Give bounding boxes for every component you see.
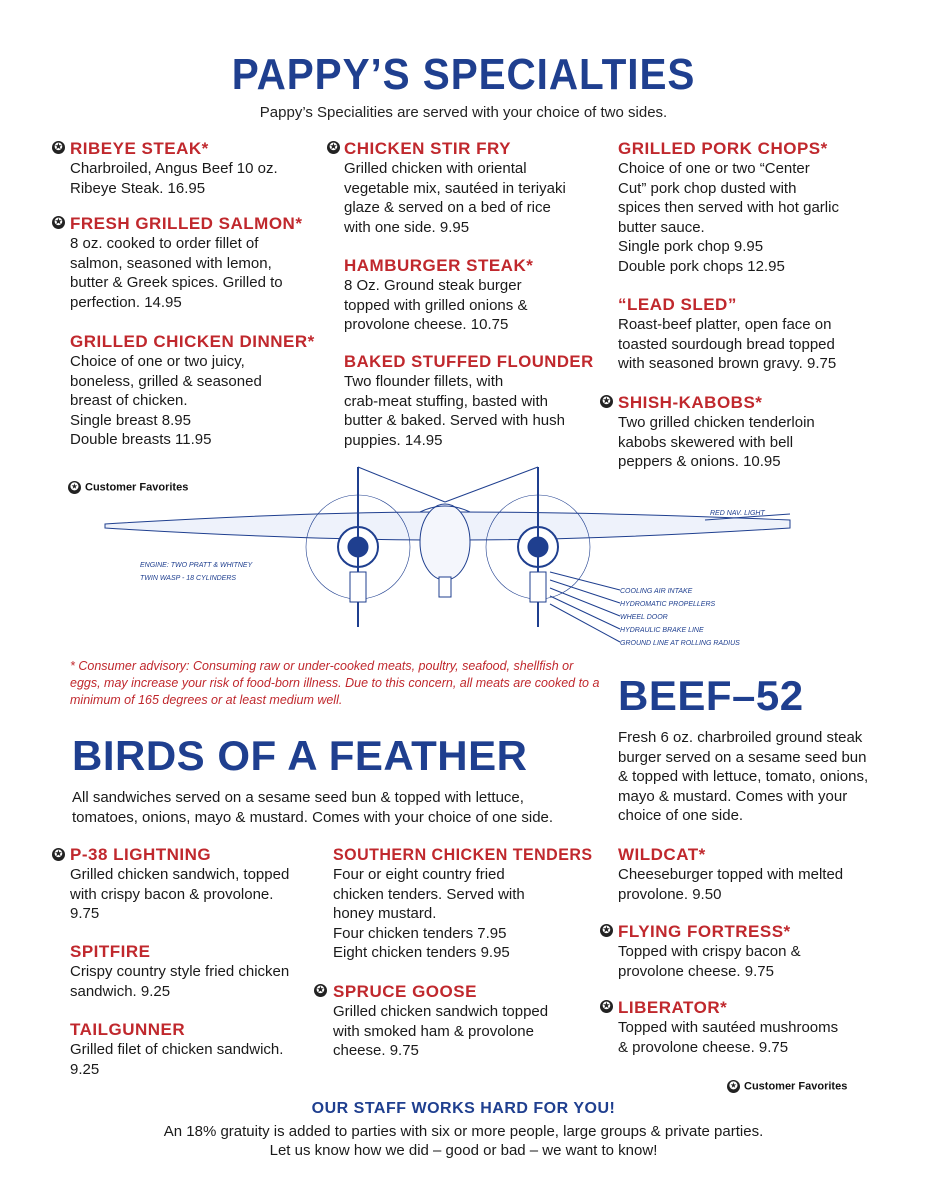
item-name: GRILLED CHICKEN DINNER* <box>70 332 315 351</box>
item-name: GRILLED PORK CHOPS* <box>618 139 828 158</box>
consumer-advisory: * Consumer advisory: Consuming raw or under-cooked meats, poultry, seafood, shellfish or eggs, may increase your risk of food-born illness. Due to this concern, all meats are cooked to a minimum of 165 degrees or at least medium well. <box>70 659 600 707</box>
beef52-desc: Fresh 6 oz. charbroiled ground steak burger served on a sesame seed bun & topped with lettuce, tomato, onions, mayo & mustard. Comes with your choice of one side. <box>618 729 869 824</box>
page-subtitle: Pappy’s Specialities are served with your choice of two sides. <box>259 104 668 121</box>
item-desc: Roast-beef platter, open face on toasted sourdough bread topped with seasoned brown gravy. 9.75 <box>618 316 837 372</box>
blueprint-label-intake: COOLING AIR INTAKE <box>620 588 693 595</box>
blueprint-label-brake-line: HYDRAULIC BRAKE LINE <box>620 627 704 634</box>
menu-item-spruce-goose <box>333 982 583 1061</box>
menu-item-salmon <box>70 214 320 312</box>
item-desc: Grilled filet of chicken sandwich. 9.25 <box>70 1041 284 1078</box>
menu-item-chicken-dinner <box>70 332 320 450</box>
item-desc: Grilled chicken with oriental vegetable mix, sautéed in teriyaki glaze & served on a bed of rice with one side. 9.95 <box>344 160 566 236</box>
item-desc: 8 oz. cooked to order fillet of salmon, seasoned with lemon, butter & Greek spices. Grilled to perfection. 14.95 <box>70 235 283 311</box>
item-desc: Four or eight country fried chicken tenders. Served with honey mustard. Four chicken tenders 7.95 Eight chicken tenders 9.95 <box>333 866 525 961</box>
menu-item-p38 <box>70 845 320 924</box>
legend-label: Customer Favorites <box>744 1080 848 1093</box>
star-icon: ✪ <box>600 924 613 937</box>
item-desc: Choice of one or two “Center Cut” pork chop dusted with spices then served with hot garlic butter sauce. Single pork chop 9.95 Double pork chops 12.95 <box>618 160 839 275</box>
airplane-blueprint-illustration <box>100 462 800 652</box>
item-name: FRESH GRILLED SALMON* <box>70 214 303 233</box>
item-name: LIBERATOR* <box>618 998 728 1017</box>
star-icon: ✪ <box>327 141 340 154</box>
footer-title: OUR STAFF WORKS HARD FOR YOU! <box>311 1100 616 1117</box>
blueprint-engine-label-1: ENGINE: TWO PRATT & WHITNEY <box>140 562 253 569</box>
star-icon: ✪ <box>314 984 327 997</box>
item-name: HAMBURGER STEAK* <box>344 256 534 275</box>
item-name: CHICKEN STIR FRY <box>344 139 511 158</box>
footer-text: An 18% gratuity is added to parties with six or more people, large groups & private parties. Let us know how we did – good or bad – we want to know! <box>163 1123 764 1159</box>
blueprint-label-wheel-door: WHEEL DOOR <box>620 614 668 621</box>
menu-item-pork-chops <box>618 139 868 276</box>
item-desc: Topped with crispy bacon & provolone cheese. 9.75 <box>618 943 801 980</box>
item-desc: Cheeseburger topped with melted provolone. 9.50 <box>618 866 844 903</box>
menu-item-kabobs <box>618 393 868 472</box>
item-desc: Choice of one or two juicy, boneless, grilled & seasoned breast of chicken. Single breast 8.95 Double breasts 11.95 <box>70 353 262 448</box>
blueprint-engine-label-2: TWIN WASP - 18 CYLINDERS <box>140 575 237 582</box>
item-name: RIBEYE STEAK* <box>70 139 209 158</box>
item-desc: 8 Oz. Ground steak burger topped with grilled onions & provolone cheese. 10.75 <box>344 277 528 333</box>
birds-desc: All sandwiches served on a sesame seed bun & topped with lettuce, tomatoes, onions, mayo & mustard. Comes with your choice of one side. <box>72 789 554 826</box>
menu-item-spitfire <box>70 942 320 1001</box>
star-icon: ✪ <box>68 481 81 494</box>
menu-item-flying-fortress <box>618 922 868 981</box>
item-name: TAILGUNNER <box>70 1020 186 1039</box>
menu-item-stir-fry <box>344 139 594 237</box>
legend-label: Customer Favorites <box>85 481 189 494</box>
blueprint-label-ground-line: GROUND LINE AT ROLLING RADIUS <box>620 640 740 647</box>
item-name: SOUTHERN CHICKEN TENDERS <box>333 845 593 864</box>
star-icon: ✪ <box>727 1080 740 1093</box>
birds-title: BIRDS OF A FEATHER <box>72 732 528 779</box>
menu-item-ribeye <box>70 139 320 198</box>
page-title: PAPPY’S SPECIALTIES <box>231 50 696 99</box>
item-name: “LEAD SLED” <box>618 295 737 314</box>
menu-item-hamburger-steak <box>344 256 594 335</box>
star-icon: ✪ <box>600 395 613 408</box>
menu-item-tailgunner <box>70 1020 320 1079</box>
item-desc: Topped with sautéed mushrooms & provolone cheese. 9.75 <box>618 1019 839 1056</box>
star-icon: ✪ <box>52 848 65 861</box>
star-icon: ✪ <box>600 1000 613 1013</box>
item-desc: Grilled chicken sandwich topped with smoked ham & provolone cheese. 9.75 <box>333 1003 549 1059</box>
menu-item-lead-sled <box>618 295 868 374</box>
star-icon: ✪ <box>52 216 65 229</box>
item-name: P-38 LIGHTNING <box>70 845 212 864</box>
item-desc: Two grilled chicken tenderloin kabobs skewered with bell peppers & onions. 10.95 <box>618 414 815 470</box>
beef52-title: BEEF–52 <box>618 672 804 719</box>
item-desc: Two flounder fillets, with crab-meat stuffing, basted with butter & baked. Served with hush puppies. 14.95 <box>344 373 565 449</box>
item-name: BAKED STUFFED FLOUNDER <box>344 352 594 371</box>
menu-item-wildcat <box>618 845 868 904</box>
item-name: SPRUCE GOOSE <box>333 982 477 1001</box>
blueprint-red-light-label: RED NAV. LIGHT <box>710 510 765 517</box>
item-name: WILDCAT* <box>618 845 706 864</box>
item-name: SPITFIRE <box>70 942 151 961</box>
item-name: FLYING FORTRESS* <box>618 922 791 941</box>
legend-customer-favorites-bottom <box>727 1080 847 1093</box>
menu-item-tenders <box>333 845 593 963</box>
menu-item-liberator <box>618 998 868 1057</box>
menu-item-flounder <box>344 352 594 450</box>
blueprint-label-propellers: HYDROMATIC PROPELLERS <box>620 601 716 608</box>
item-desc: Grilled chicken sandwich, topped with crispy bacon & provolone. 9.75 <box>70 866 290 922</box>
item-desc: Crispy country style fried chicken sandwich. 9.25 <box>70 963 290 1000</box>
star-icon: ✪ <box>52 141 65 154</box>
item-name: SHISH-KABOBS* <box>618 393 763 412</box>
item-desc: Charbroiled, Angus Beef 10 oz. Ribeye Steak. 16.95 <box>70 160 278 197</box>
